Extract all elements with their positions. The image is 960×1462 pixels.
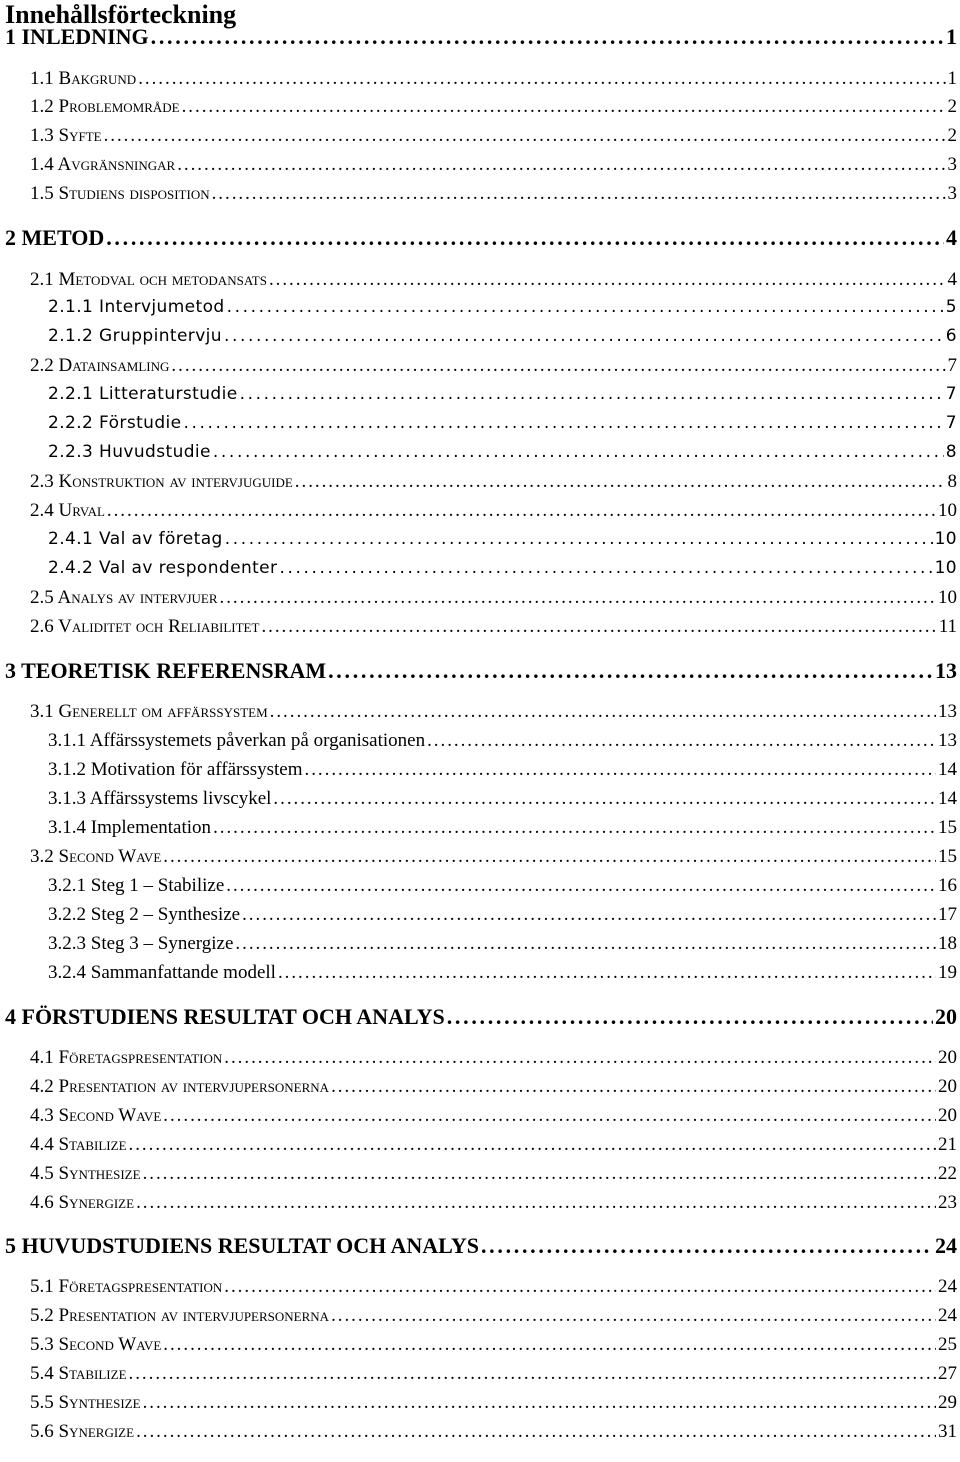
toc-entry[interactable]: [0, 730, 960, 756]
toc-entry-label: 2.1.1 Intervjumetod: [48, 297, 225, 317]
toc-entry[interactable]: [0, 904, 960, 930]
toc-entry[interactable]: [0, 24, 960, 50]
toc-entry[interactable]: [0, 183, 960, 209]
toc-entry-label: 5.6 Synergize: [30, 1421, 135, 1442]
dot-leader: [261, 616, 936, 638]
toc-entry[interactable]: [0, 355, 960, 381]
toc-entry-label: 3.2.2 Steg 2 – Synthesize: [48, 904, 241, 925]
dot-leader: [225, 529, 933, 549]
toc-entry[interactable]: [0, 442, 960, 468]
toc-page-number: 24: [938, 1305, 957, 1326]
dot-leader: [224, 326, 944, 346]
toc-page-number: 20: [938, 1047, 957, 1068]
toc-page-number: 25: [938, 1334, 957, 1355]
toc-page-number: 4: [946, 225, 957, 250]
toc-page-number: 24: [935, 1233, 957, 1258]
dot-leader: [163, 1334, 936, 1356]
dot-leader: [182, 96, 946, 118]
dot-leader: [226, 875, 936, 897]
toc-entry-label: 4.6 Synergize: [30, 1192, 135, 1213]
toc-entry-label: 2.2.3 Huvudstudie: [48, 442, 211, 462]
toc-entry[interactable]: [0, 616, 960, 642]
toc-entry-label: 4.4 Stabilize: [30, 1134, 127, 1155]
toc-entry[interactable]: [0, 1105, 960, 1131]
toc-entry-label: 2.2 Datainsamling: [30, 355, 170, 376]
toc-entry-label: 5.5 Synthesize: [30, 1392, 141, 1413]
toc-entry-label: 3.1 Generellt om affärssystem: [30, 701, 268, 722]
toc-entry[interactable]: [0, 788, 960, 814]
toc-page-number: 14: [938, 788, 957, 809]
toc-entry[interactable]: [0, 658, 960, 684]
toc-entry[interactable]: [0, 529, 960, 555]
dot-leader: [235, 933, 936, 955]
dot-leader: [331, 1076, 936, 1098]
toc-page-number: 2: [947, 96, 957, 117]
toc-entry-label: 2.4 Urval: [30, 500, 105, 521]
dot-leader: [305, 759, 936, 781]
toc-page-number: 16: [938, 875, 957, 896]
toc-page-number: 18: [938, 933, 957, 954]
dot-leader: [171, 355, 945, 377]
toc-page-number: 13: [938, 730, 957, 751]
toc-entry-label: 2 METOD: [5, 225, 105, 250]
toc-entry-label: 3.1.4 Implementation: [48, 817, 212, 838]
toc-entry-label: 3.2.3 Steg 3 – Synergize: [48, 933, 234, 954]
toc-entry-label: 3.1.2 Motivation för affärssystem: [48, 759, 303, 780]
toc-page-number: 21: [938, 1134, 957, 1155]
toc-entry-label: 2.5 Analys av intervjuer: [30, 587, 218, 608]
toc-entry[interactable]: [0, 933, 960, 959]
dot-leader: [129, 1363, 936, 1385]
toc-entry[interactable]: [0, 326, 960, 352]
toc-page-number: 17: [938, 904, 957, 925]
toc-entry[interactable]: [0, 1392, 960, 1418]
dot-leader: [143, 1163, 936, 1185]
toc-entry[interactable]: [0, 701, 960, 727]
toc-entry[interactable]: [0, 125, 960, 151]
toc-page-number: 13: [938, 701, 957, 722]
dot-leader: [270, 701, 936, 723]
toc-entry[interactable]: [0, 759, 960, 785]
toc-page-number: 10: [934, 558, 957, 578]
toc-entry[interactable]: [0, 471, 960, 497]
dot-leader: [224, 1276, 936, 1298]
dot-leader: [240, 384, 944, 404]
toc-entry-label: 3.1.1 Affärssystemets påverkan på organisationen: [48, 730, 426, 751]
dot-leader: [328, 658, 933, 684]
toc-entry-label: 2.1.2 Gruppintervju: [48, 326, 222, 346]
toc-page-number: 7: [947, 355, 957, 376]
toc-entry-label: 3 TEORETISK REFERENSRAM: [5, 658, 327, 683]
dot-leader: [136, 1192, 936, 1214]
toc-entry[interactable]: [0, 1421, 960, 1447]
toc-page-number: 10: [938, 500, 957, 521]
toc-page-number: 10: [938, 587, 957, 608]
toc-entry-label: 4.1 Företagspresentation: [30, 1047, 223, 1068]
toc-entry[interactable]: [0, 1134, 960, 1160]
toc-page-number: 23: [938, 1192, 957, 1213]
toc-page-number: 10: [934, 529, 957, 549]
dot-leader: [242, 904, 936, 926]
toc-entry[interactable]: [0, 558, 960, 584]
toc-entry-label: 3.1.3 Affärssystems livscykel: [48, 788, 272, 809]
dot-leader: [331, 1305, 936, 1327]
toc-entry[interactable]: [0, 1233, 960, 1259]
toc-entry-label: 1 INLEDNING: [5, 24, 149, 49]
toc-entry[interactable]: [0, 875, 960, 901]
toc-entry-label: 2.3 Konstruktion av intervjuguide: [30, 471, 293, 492]
dot-leader: [295, 471, 946, 493]
toc-page-number: 24: [938, 1276, 957, 1297]
toc-entry[interactable]: [0, 962, 960, 988]
toc-entry-label: 1.3 Syfte: [30, 125, 102, 146]
dot-leader: [212, 183, 946, 205]
toc-entry[interactable]: [0, 1363, 960, 1389]
toc-entry[interactable]: [0, 587, 960, 613]
toc-entry-label: 5.4 Stabilize: [30, 1363, 127, 1384]
toc-page-number: 14: [938, 759, 957, 780]
toc-entry-label: 3.2.4 Sammanfattande modell: [48, 962, 276, 983]
page-title: Innehållsförteckning: [5, 0, 237, 29]
toc-page-number: 3: [947, 183, 957, 204]
toc-entry-label: 1.2 Problemområde: [30, 96, 180, 117]
toc-entry[interactable]: [0, 1163, 960, 1189]
toc-page-number: 15: [938, 846, 957, 867]
toc-entry-label: 2.1 Metodval och metodansats: [30, 269, 267, 290]
toc-entry[interactable]: [0, 413, 960, 439]
toc-page-number: 22: [938, 1163, 957, 1184]
dot-leader: [220, 587, 936, 609]
toc-entry-label: 5 HUVUDSTUDIENS RESULTAT OCH ANALYS: [5, 1233, 479, 1258]
toc-entry-label: 4.3 Second Wave: [30, 1105, 162, 1126]
toc-entry[interactable]: [0, 846, 960, 872]
toc-entry-label: 1.5 Studiens disposition: [30, 183, 210, 204]
toc-entry-label: 1.4 Avgränsningar: [30, 154, 176, 175]
toc-page-number: 31: [938, 1421, 957, 1442]
toc-entry-label: 2.6 Validitet och Reliabilitet: [30, 616, 260, 637]
dot-leader: [143, 1392, 936, 1414]
dot-leader: [163, 1105, 936, 1127]
dot-leader: [104, 125, 946, 147]
toc-page-number: 15: [938, 817, 957, 838]
dot-leader: [481, 1233, 933, 1259]
dot-leader: [151, 24, 944, 50]
toc-entry-label: 2.2.1 Litteraturstudie: [48, 384, 238, 404]
toc-entry[interactable]: [0, 96, 960, 122]
dot-leader: [107, 500, 936, 522]
toc-page-number: 1: [946, 24, 957, 49]
toc-page-number: 6: [945, 326, 957, 346]
toc-entry-label: 5.2 Presentation av intervjupersonerna: [30, 1305, 330, 1326]
toc-page-number: 20: [935, 1004, 957, 1029]
toc-page-number: 7: [945, 384, 957, 404]
toc-entry-label: 4 FÖRSTUDIENS RESULTAT OCH ANALYS: [5, 1004, 445, 1029]
toc-entry[interactable]: [0, 1047, 960, 1073]
toc-entry-label: 2.4.1 Val av företag: [48, 529, 223, 549]
dot-leader: [273, 788, 936, 810]
toc-entry[interactable]: [0, 297, 960, 323]
toc-entry-label: 5.3 Second Wave: [30, 1334, 162, 1355]
toc-page-number: 5: [945, 297, 957, 317]
dot-leader: [106, 225, 944, 251]
dot-leader: [129, 1134, 936, 1156]
toc-page-number: 29: [938, 1392, 957, 1413]
dot-leader: [269, 269, 946, 291]
toc-page-number: 20: [938, 1076, 957, 1097]
toc-page-number: 3: [947, 154, 957, 175]
toc-page-number: 27: [938, 1363, 957, 1384]
dot-leader: [224, 1047, 936, 1069]
dot-leader: [138, 68, 945, 90]
toc-page-number: 13: [935, 658, 957, 683]
dot-leader: [163, 846, 936, 868]
dot-leader: [136, 1421, 936, 1443]
toc-page-number: 1: [947, 68, 957, 89]
toc-page-number: 11: [938, 616, 957, 637]
toc-entry-label: 1.1 Bakgrund: [30, 68, 137, 89]
dot-leader: [279, 558, 932, 578]
toc-entry[interactable]: [0, 1004, 960, 1030]
toc-entry[interactable]: [0, 269, 960, 295]
toc-entry[interactable]: [0, 500, 960, 526]
toc-entry[interactable]: [0, 817, 960, 843]
toc-entry-label: 3.2.1 Steg 1 – Stabilize: [48, 875, 225, 896]
toc-entry-label: 2.2.2 Förstudie: [48, 413, 182, 433]
toc-entry-label: 4.5 Synthesize: [30, 1163, 141, 1184]
toc-page-number: 19: [938, 962, 957, 983]
toc-entry[interactable]: [0, 154, 960, 180]
toc-entry[interactable]: [0, 1334, 960, 1360]
toc-page-number: 2: [947, 125, 957, 146]
toc-entry[interactable]: [0, 225, 960, 251]
dot-leader: [184, 413, 944, 433]
dot-leader: [227, 297, 944, 317]
dot-leader: [213, 817, 936, 839]
toc-entry-label: 2.4.2 Val av respondenter: [48, 558, 278, 578]
toc-entry[interactable]: [0, 68, 960, 94]
toc-entry-label: 5.1 Företagspresentation: [30, 1276, 223, 1297]
dot-leader: [177, 154, 945, 176]
dot-leader: [447, 1004, 933, 1030]
toc-page-number: 4: [947, 269, 957, 290]
toc-entry[interactable]: [0, 384, 960, 410]
toc-entry-label: 3.2 Second Wave: [30, 846, 162, 867]
toc-entry[interactable]: [0, 1276, 960, 1302]
dot-leader: [213, 442, 944, 462]
dot-leader: [427, 730, 936, 752]
toc-page-number: 8: [945, 442, 957, 462]
dot-leader: [278, 962, 936, 984]
toc-page-number: 20: [938, 1105, 957, 1126]
toc-entry[interactable]: [0, 1076, 960, 1102]
toc-entry-label: 4.2 Presentation av intervjupersonerna: [30, 1076, 330, 1097]
toc-entry[interactable]: [0, 1305, 960, 1331]
toc-page-number: 8: [947, 471, 957, 492]
toc-entry[interactable]: [0, 1192, 960, 1218]
toc-page-number: 7: [945, 413, 957, 433]
